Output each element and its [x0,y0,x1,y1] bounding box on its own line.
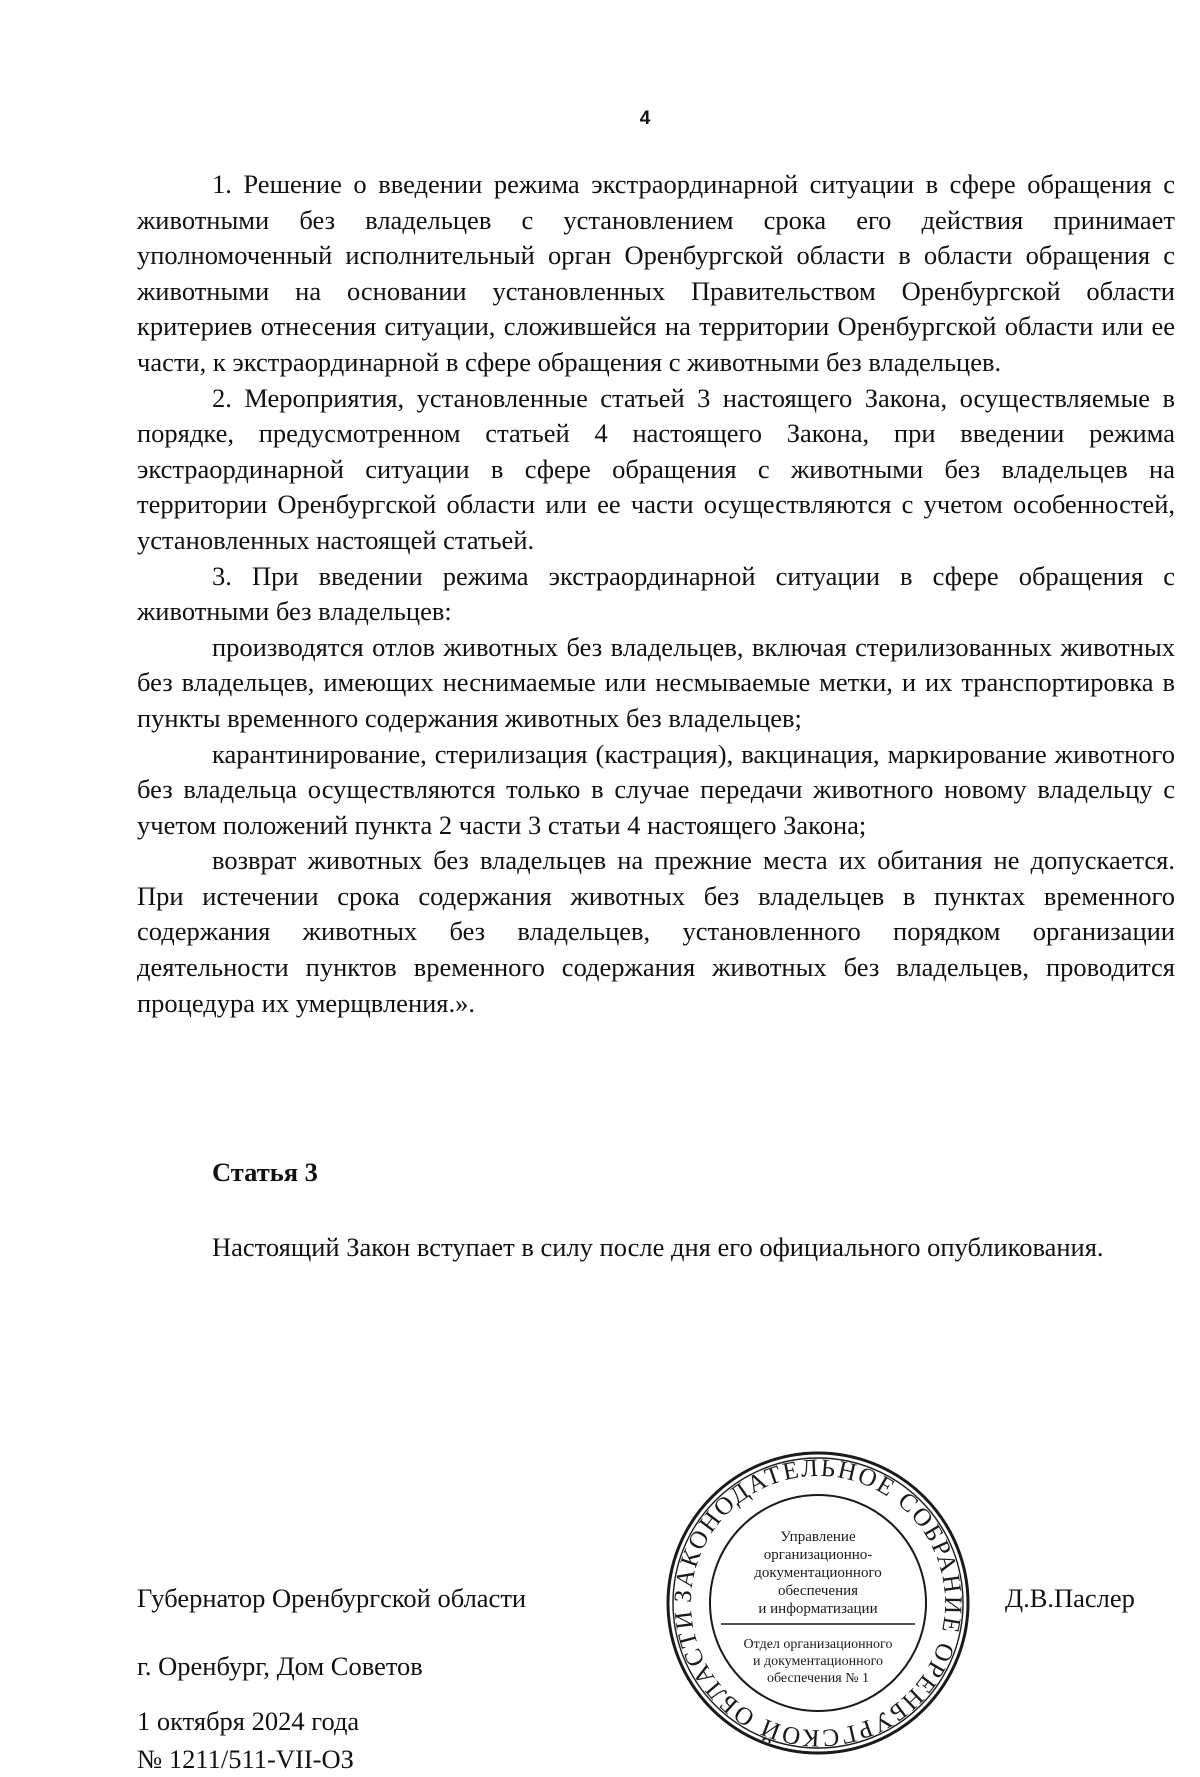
stamp-inner-line: и документационного [753,1654,883,1669]
paragraph-3: 3. При введении режима экстраординарной ситуации в сфере обращения с животными без владельцев: [137,560,1175,627]
signing-place: г. Оренбург, Дом Советов [137,1651,423,1681]
paragraph-2: 2. Мероприятия, установленные статьей 3 настоящего Закона, осуществляемые в порядке, предусмотренном статьей 4 настоящего Закона, при введении режима экстраординарной ситуации в сфере обращения с животными без владельцев на территории Оренбургской области или ее части осуществляются с учетом особенностей, установленных настоящей статьей. [137,382,1175,555]
stamp-inner-line: обеспечения № 1 [766,1671,870,1686]
page-number: 4 [639,108,651,129]
list-item-capture: производятся отлов животных без владельцев, включая стерилизованных животных без владельцев, имеющих неснимаемые или несмываемые метки, и их транспортировка в пункты временного содержания животных без владельцев; [137,631,1175,733]
paragraph-1: 1. Решение о введении режима экстраординарной ситуации в сфере обращения с животными без владельцев с установлением срока его действия принимает уполномоченный исполнительный орган Оренбургской области в области обращения с животными на основании установленных Правительством Оренбургской области критериев отнесения ситуации, сложившейся на территории Оренбургской области или ее части, к экстраординарной в сфере обращения с животными без владельцев. [137,169,1175,377]
signatory-position: Губернатор Оренбургской области [137,1583,527,1613]
entry-into-force-text: Настоящий Закон вступает в силу после дня его официального опубликования. [212,1232,1104,1262]
article-body [137,167,1175,1021]
signatory-name: Д.В.Паслер [1005,1583,1135,1613]
stamp-outer-text: ЗАКОНОДАТЕЛЬНОЕ СОБРАНИЕ ОРЕНБУРГСКОЙ ОБЛАСТИ [669,1454,967,1752]
stamp-inner-line: и информатизации [758,1601,878,1617]
law-number: № 1211/511-VII-ОЗ [137,1744,354,1774]
list-item-return: возврат животных без владельцев на прежние места их обитания не допускается. При истечении срока содержания животных без владельцев в пунктах временного содержания животных без владельцев, установленного порядком организации деятельности пунктов временного содержания животных без владельцев, проводится процедура их умерщвления.». [137,845,1175,1018]
stamp-inner-line: Отдел организационного [743,1637,893,1652]
article-heading: Статья 3 [212,1157,318,1187]
official-stamp [663,1448,973,1758]
list-item-quarantine: карантинирование, стерилизация (кастрация), вакцинация, маркирование животного без владельца осуществляются только в случае передачи животного новому владельцу с учетом положений пункта 2 части 3 статьи 4 настоящего Закона; [137,738,1175,840]
stamp-inner-line: Управление [780,1529,856,1545]
signing-date: 1 октября 2024 года [137,1706,360,1736]
stamp-inner-line: организационно- [763,1547,873,1563]
stamp-inner-line: документационного [754,1565,882,1581]
stamp-inner-line: обеспечения [777,1583,859,1599]
